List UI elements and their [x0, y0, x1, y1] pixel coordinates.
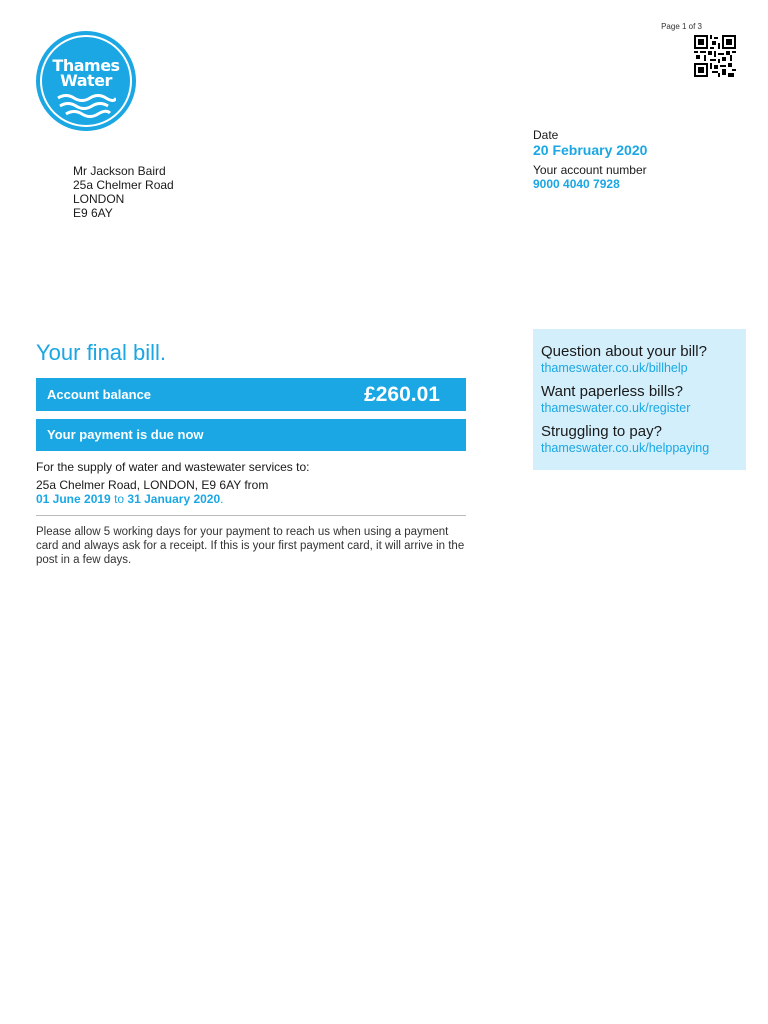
- period-from: 01 June 2019: [36, 492, 111, 506]
- help-question-bill: Question about your bill?: [541, 343, 707, 360]
- divider: [36, 515, 466, 516]
- qr-code-icon: [693, 35, 737, 77]
- thames-water-logo: [36, 31, 136, 131]
- period-end: .: [220, 492, 224, 506]
- supply-text: For the supply of water and wastewater services to:: [36, 460, 310, 474]
- billing-period: [36, 492, 224, 506]
- date-label: Date: [533, 128, 559, 142]
- date-value: 20 February 2020: [533, 142, 648, 158]
- help-link-billhelp[interactable]: thameswater.co.uk/billhelp: [541, 361, 688, 375]
- account-balance-label: Account balance: [47, 387, 152, 402]
- payment-due-bar: [36, 419, 466, 451]
- page-indicator: Page 1 of 3: [661, 22, 702, 31]
- bill-title: Your final bill.: [36, 340, 167, 365]
- account-balance-bar: [36, 378, 466, 411]
- help-link-register[interactable]: thameswater.co.uk/register: [541, 401, 691, 415]
- wave-icon: [56, 93, 116, 119]
- period-to-word: to: [114, 492, 125, 506]
- account-number-label: Your account number: [533, 163, 647, 177]
- logo-line1: Thames: [52, 56, 120, 75]
- payment-note: Please allow 5 working days for your payment to reach us when using a payment card and always ask for a receipt. If this is your first payment card, it will arrive in the post in a few days.: [36, 526, 465, 566]
- account-number-value: 9000 4040 7928: [533, 177, 620, 191]
- recipient-address: [73, 164, 174, 220]
- recipient-street: 25a Chelmer Road: [73, 178, 174, 192]
- logo-text: [36, 58, 136, 88]
- help-link-helppaying[interactable]: thameswater.co.uk/helppaying: [541, 441, 710, 455]
- recipient-name: Mr Jackson Baird: [73, 164, 166, 178]
- help-question-paperless: Want paperless bills?: [541, 383, 684, 400]
- recipient-city: LONDON: [73, 192, 125, 206]
- account-balance-amount: £260.01: [364, 383, 440, 406]
- payment-due-label: Your payment is due now: [47, 427, 204, 442]
- period-to: 31 January 2020: [127, 492, 221, 506]
- recipient-postcode: E9 6AY: [73, 206, 113, 220]
- supply-address: 25a Chelmer Road, LONDON, E9 6AY from: [36, 478, 269, 492]
- help-question-struggling: Struggling to pay?: [541, 423, 662, 440]
- logo-line2: Water: [60, 71, 112, 90]
- help-panel: [533, 329, 746, 470]
